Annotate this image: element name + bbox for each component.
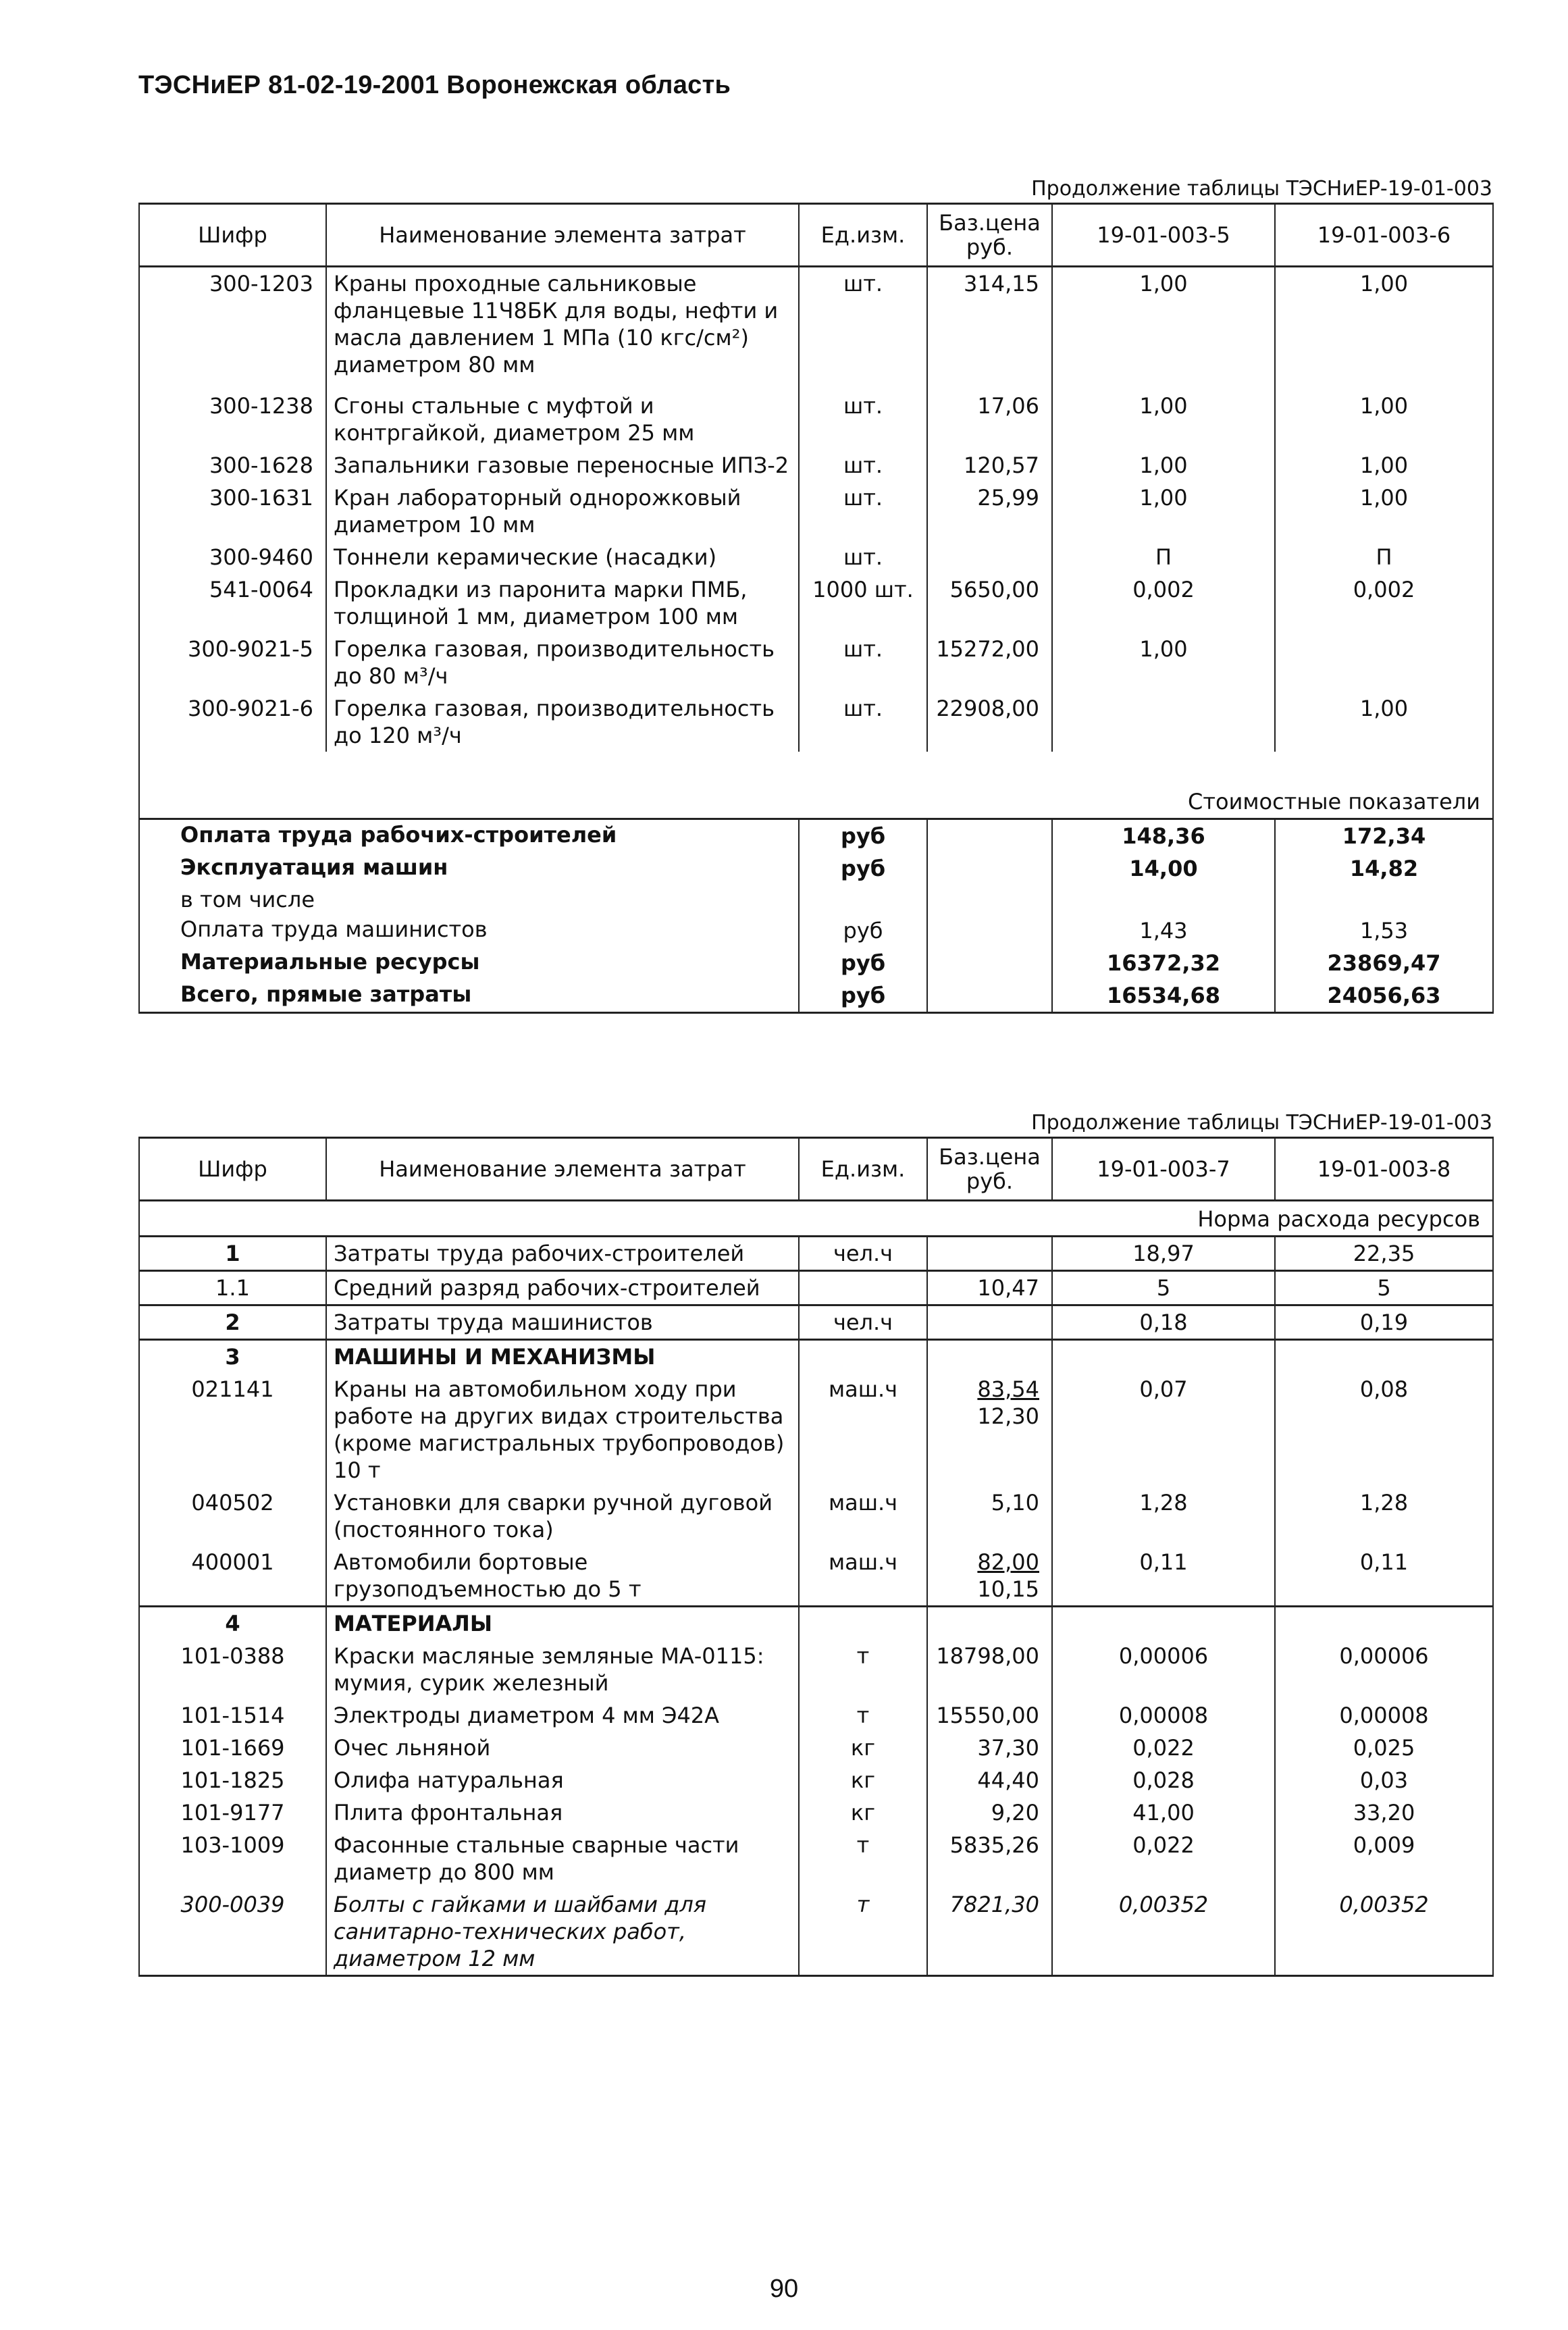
- cell-value-19-01-003-7: 18,97: [1052, 1237, 1275, 1271]
- cell-name: Плита фронтальная: [326, 1796, 799, 1829]
- cell-unit: т: [799, 1888, 927, 1976]
- cell-name: МАТЕРИАЛЫ: [326, 1607, 799, 1640]
- table-header-row-2: [139, 1138, 1493, 1201]
- cell-price: [927, 1640, 1052, 1699]
- cell-unit: шт.: [799, 449, 927, 482]
- col-header-price: Баз.цена руб.: [927, 1138, 1052, 1201]
- cost-section-header: Стоимостные показатели: [139, 752, 1493, 819]
- cell-name: Электроды диаметром 4 мм Э42А: [326, 1699, 799, 1732]
- table-row: [139, 1888, 1493, 1976]
- cell-name: Краны на автомобильном ходу при работе на других видах строительства (кроме магистральных трубопроводов) 10 т: [326, 1373, 799, 1486]
- table-row: [139, 267, 1493, 390]
- cost-value-19-01-003-6: 1,53: [1275, 914, 1493, 947]
- cell-code: 300-9460: [139, 541, 326, 573]
- col-header-unit: Ед.изм.: [799, 204, 927, 267]
- cell-unit: маш.ч: [799, 1373, 927, 1486]
- cost-value-19-01-003-6: 14,82: [1275, 852, 1493, 885]
- cost-value-19-01-003-6: 23869,47: [1275, 947, 1493, 979]
- cell-price: [927, 1607, 1052, 1640]
- cell-value-19-01-003-5: 1,00: [1052, 449, 1275, 482]
- cell-code: 4: [139, 1607, 326, 1640]
- cell-name: Очес льняной: [326, 1732, 799, 1764]
- cost-name: Материальные ресурсы: [139, 947, 799, 979]
- cell-value-19-01-003-7: [1052, 1607, 1275, 1640]
- cell-value-19-01-003-5: 1,00: [1052, 267, 1275, 390]
- cell-code: 103-1009: [139, 1829, 326, 1888]
- cell-unit: маш.ч: [799, 1546, 927, 1607]
- cell-value-19-01-003-7: 41,00: [1052, 1796, 1275, 1829]
- cost-unit: руб: [799, 947, 927, 979]
- cell-value-19-01-003-7: 0,00352: [1052, 1888, 1275, 1976]
- cell-unit: т: [799, 1699, 927, 1732]
- table-row: [139, 1486, 1493, 1546]
- cell-code: 300-1631: [139, 482, 326, 541]
- cell-price: [927, 1796, 1052, 1829]
- cell-value-19-01-003-6: 0,002: [1275, 573, 1493, 633]
- cell-code: 040502: [139, 1486, 326, 1546]
- cell-name: Горелка газовая, производительность до 80 м³/ч: [326, 633, 799, 692]
- cell-value-19-01-003-5: 0,002: [1052, 573, 1275, 633]
- table-row: [139, 1607, 1493, 1640]
- cost-row: [139, 979, 1493, 1013]
- cell-unit: чел.ч: [799, 1305, 927, 1340]
- cell-price: [927, 1546, 1052, 1607]
- cell-unit: маш.ч: [799, 1486, 927, 1546]
- cell-unit: [799, 1607, 927, 1640]
- cell-code: 300-9021-5: [139, 633, 326, 692]
- cost-row: [139, 819, 1493, 852]
- cost-unit: руб: [799, 819, 927, 852]
- cell-value-19-01-003-7: 0,028: [1052, 1764, 1275, 1796]
- col-header-name: Наименование элемента затрат: [326, 204, 799, 267]
- cost-row: [139, 914, 1493, 947]
- cell-price: [927, 1486, 1052, 1546]
- norm-section-header-row: [139, 1201, 1493, 1237]
- cell-code: 101-0388: [139, 1640, 326, 1699]
- table-row: [139, 1640, 1493, 1699]
- cost-name: Эксплуатация машин: [139, 852, 799, 885]
- cell-code: 101-1825: [139, 1764, 326, 1796]
- price-primary: 44,40: [977, 1767, 1039, 1793]
- cell-name: Болты с гайками и шайбами для санитарно-технических работ, диаметром 12 мм: [326, 1888, 799, 1976]
- table-row: [139, 1271, 1493, 1305]
- table-row: [139, 390, 1493, 449]
- cell-value-19-01-003-6: 1,00: [1275, 267, 1493, 390]
- cost-row: [139, 947, 1493, 979]
- cell-value-19-01-003-7: [1052, 1340, 1275, 1374]
- cell-value-19-01-003-7: 0,022: [1052, 1732, 1275, 1764]
- cost-value-19-01-003-5: 14,00: [1052, 852, 1275, 885]
- cell-code: 1.1: [139, 1271, 326, 1305]
- cell-name: Установки для сварки ручной дуговой (постоянного тока): [326, 1486, 799, 1546]
- cost-price-empty: [927, 914, 1052, 947]
- cost-value-19-01-003-5: 1,43: [1052, 914, 1275, 947]
- resource-table-1: [138, 203, 1494, 1014]
- cell-unit: шт.: [799, 390, 927, 449]
- cell-value-19-01-003-7: 0,07: [1052, 1373, 1275, 1486]
- cell-price: 120,57: [927, 449, 1052, 482]
- cell-price: 15272,00: [927, 633, 1052, 692]
- cell-code: 101-1669: [139, 1732, 326, 1764]
- cell-value-19-01-003-8: 0,03: [1275, 1764, 1493, 1796]
- table-row: [139, 633, 1493, 692]
- table-row: [139, 482, 1493, 541]
- col-header-price: Баз.цена руб.: [927, 204, 1052, 267]
- cell-value-19-01-003-6: 1,00: [1275, 390, 1493, 449]
- cell-value-19-01-003-7: 0,18: [1052, 1305, 1275, 1340]
- cell-name: Фасонные стальные сварные части диаметр до 800 мм: [326, 1829, 799, 1888]
- price-primary: 9,20: [991, 1800, 1039, 1826]
- cost-value-19-01-003-5: 148,36: [1052, 819, 1275, 852]
- cost-row: [139, 852, 1493, 885]
- cell-name: Кран лабораторный однорожковый диаметром 10 мм: [326, 482, 799, 541]
- cell-name: Сгоны стальные с муфтой и контргайкой, диаметром 25 мм: [326, 390, 799, 449]
- col-header-19-01-003-6: 19-01-003-6: [1275, 204, 1493, 267]
- cost-price-empty: [927, 979, 1052, 1013]
- cell-value-19-01-003-8: 0,00006: [1275, 1640, 1493, 1699]
- cost-price-empty: [927, 885, 1052, 914]
- cell-name: Прокладки из паронита марки ПМБ, толщиной 1 мм, диаметром 100 мм: [326, 573, 799, 633]
- cost-name: Оплата труда машинистов: [139, 914, 799, 947]
- cost-unit: руб: [799, 852, 927, 885]
- cell-value-19-01-003-8: 33,20: [1275, 1796, 1493, 1829]
- cell-price: 17,06: [927, 390, 1052, 449]
- cell-code: 300-1203: [139, 267, 326, 390]
- price-primary: 18798,00: [936, 1643, 1039, 1669]
- table-header-row: [139, 204, 1493, 267]
- cell-value-19-01-003-5: П: [1052, 541, 1275, 573]
- table-row: [139, 541, 1493, 573]
- cost-value-19-01-003-5: 16372,32: [1052, 947, 1275, 979]
- cost-unit: [799, 885, 927, 914]
- cell-code: 101-9177: [139, 1796, 326, 1829]
- cell-name: Запальники газовые переносные ИПЗ-2: [326, 449, 799, 482]
- cell-unit: [799, 1340, 927, 1374]
- cell-name: Горелка газовая, производительность до 120 м³/ч: [326, 692, 799, 752]
- cell-unit: кг: [799, 1796, 927, 1829]
- cell-value-19-01-003-7: 0,022: [1052, 1829, 1275, 1888]
- table-row: [139, 1764, 1493, 1796]
- cell-price: [927, 1888, 1052, 1976]
- cell-value-19-01-003-6: 1,00: [1275, 692, 1493, 752]
- cell-price: [927, 1340, 1052, 1374]
- cell-name: Олифа натуральная: [326, 1764, 799, 1796]
- cell-code: 2: [139, 1305, 326, 1340]
- cell-value-19-01-003-6: П: [1275, 541, 1493, 573]
- cell-value-19-01-003-7: 0,00008: [1052, 1699, 1275, 1732]
- cell-price: [927, 1764, 1052, 1796]
- cell-price: 314,15: [927, 267, 1052, 390]
- cell-price: [927, 541, 1052, 573]
- cost-name: в том числе: [139, 885, 799, 914]
- cell-value-19-01-003-7: 0,11: [1052, 1546, 1275, 1607]
- cell-value-19-01-003-8: 5: [1275, 1271, 1493, 1305]
- cost-unit: руб: [799, 979, 927, 1013]
- price-primary: 5835,26: [949, 1832, 1039, 1858]
- cell-code: 300-1628: [139, 449, 326, 482]
- price-primary: 15550,00: [936, 1703, 1039, 1728]
- table-row: [139, 1732, 1493, 1764]
- col-header-19-01-003-7: 19-01-003-7: [1052, 1138, 1275, 1201]
- cell-value-19-01-003-8: 1,28: [1275, 1486, 1493, 1546]
- table-row: [139, 449, 1493, 482]
- price-primary: 10,47: [977, 1275, 1039, 1301]
- cell-code: 1: [139, 1237, 326, 1271]
- cell-value-19-01-003-7: 0,00006: [1052, 1640, 1275, 1699]
- price-machinist-wage: 12,30: [977, 1403, 1039, 1429]
- cell-value-19-01-003-5: 1,00: [1052, 633, 1275, 692]
- table-row: [139, 1373, 1493, 1486]
- table-row: [139, 573, 1493, 633]
- cell-unit: кг: [799, 1764, 927, 1796]
- cost-value-19-01-003-6: 24056,63: [1275, 979, 1493, 1013]
- cell-price: [927, 1271, 1052, 1305]
- table-row: [139, 692, 1493, 752]
- cell-price: [927, 1829, 1052, 1888]
- table-row: [139, 1237, 1493, 1271]
- price-primary: 82,00: [977, 1549, 1039, 1575]
- cell-name: МАШИНЫ И МЕХАНИЗМЫ: [326, 1340, 799, 1374]
- table-row: [139, 1546, 1493, 1607]
- cell-value-19-01-003-8: 22,35: [1275, 1237, 1493, 1271]
- cell-name: Автомобили бортовые грузоподъемностью до 5 т: [326, 1546, 799, 1607]
- cell-value-19-01-003-6: [1275, 633, 1493, 692]
- price-primary: 5,10: [991, 1490, 1039, 1516]
- table-row: [139, 1699, 1493, 1732]
- document-title: ТЭСНиЕР 81-02-19-2001 Воронежская область: [138, 71, 731, 99]
- cell-unit: шт.: [799, 267, 927, 390]
- table-continuation-label-2: Продолжение таблицы ТЭСНиЕР-19-01-003: [1031, 1111, 1492, 1135]
- cell-code: 300-9021-6: [139, 692, 326, 752]
- cell-price: [927, 1305, 1052, 1340]
- cell-code: 021141: [139, 1373, 326, 1486]
- price-primary: 7821,30: [949, 1892, 1039, 1917]
- cell-value-19-01-003-8: 0,11: [1275, 1546, 1493, 1607]
- cell-value-19-01-003-7: 1,28: [1052, 1486, 1275, 1546]
- cell-value-19-01-003-8: 0,025: [1275, 1732, 1493, 1764]
- table-row: [139, 1796, 1493, 1829]
- col-header-19-01-003-8: 19-01-003-8: [1275, 1138, 1493, 1201]
- cell-value-19-01-003-8: [1275, 1340, 1493, 1374]
- cell-value-19-01-003-6: 1,00: [1275, 482, 1493, 541]
- cell-unit: кг: [799, 1732, 927, 1764]
- cell-value-19-01-003-8: 0,00352: [1275, 1888, 1493, 1976]
- cell-unit: т: [799, 1640, 927, 1699]
- cost-value-19-01-003-6: [1275, 885, 1493, 914]
- price-primary: 37,30: [977, 1735, 1039, 1761]
- cell-name: Затраты труда машинистов: [326, 1305, 799, 1340]
- cell-price: [927, 1237, 1052, 1271]
- cell-name: Краски масляные земляные МА-0115: мумия, сурик железный: [326, 1640, 799, 1699]
- cell-price: [927, 1732, 1052, 1764]
- cost-value-19-01-003-6: 172,34: [1275, 819, 1493, 852]
- price-machinist-wage: 10,15: [977, 1576, 1039, 1602]
- cell-name: Краны проходные сальниковые фланцевые 11Ч8БК для воды, нефти и масла давлением 1 МПа (10 кгс/см²) диаметром 80 мм: [326, 267, 799, 390]
- cell-unit: шт.: [799, 541, 927, 573]
- cell-price: [927, 1373, 1052, 1486]
- cost-unit: руб: [799, 914, 927, 947]
- cost-value-19-01-003-5: 16534,68: [1052, 979, 1275, 1013]
- cell-value-19-01-003-5: [1052, 692, 1275, 752]
- cell-name: Затраты труда рабочих-строителей: [326, 1237, 799, 1271]
- cell-value-19-01-003-8: 0,08: [1275, 1373, 1493, 1486]
- table-row: [139, 1340, 1493, 1374]
- cell-price: 22908,00: [927, 692, 1052, 752]
- cell-code: 300-1238: [139, 390, 326, 449]
- cell-unit: чел.ч: [799, 1237, 927, 1271]
- cost-price-empty: [927, 819, 1052, 852]
- cell-code: 3: [139, 1340, 326, 1374]
- cell-value-19-01-003-8: 0,00008: [1275, 1699, 1493, 1732]
- cell-unit: [799, 1271, 927, 1305]
- cost-price-empty: [927, 852, 1052, 885]
- resource-table-2: [138, 1137, 1494, 1977]
- cell-unit: т: [799, 1829, 927, 1888]
- cost-name: Всего, прямые затраты: [139, 979, 799, 1013]
- cell-unit: шт.: [799, 692, 927, 752]
- col-header-19-01-003-5: 19-01-003-5: [1052, 204, 1275, 267]
- cell-code: 541-0064: [139, 573, 326, 633]
- cell-value-19-01-003-5: 1,00: [1052, 390, 1275, 449]
- table-row: [139, 1829, 1493, 1888]
- norm-section-header: Норма расхода ресурсов: [139, 1201, 1493, 1237]
- table-continuation-label: Продолжение таблицы ТЭСНиЕР-19-01-003: [1031, 177, 1492, 201]
- col-header-code: Шифр: [139, 1138, 326, 1201]
- cell-unit: 1000 шт.: [799, 573, 927, 633]
- price-primary: 83,54: [977, 1376, 1039, 1402]
- cost-section-header-row: [139, 752, 1493, 819]
- cost-name: Оплата труда рабочих-строителей: [139, 819, 799, 852]
- col-header-code: Шифр: [139, 204, 326, 267]
- cell-code: 300-0039: [139, 1888, 326, 1976]
- cell-value-19-01-003-8: 0,009: [1275, 1829, 1493, 1888]
- cell-price: 5650,00: [927, 573, 1052, 633]
- table-row: [139, 1305, 1493, 1340]
- page-number: 90: [769, 2275, 799, 2303]
- cell-code: 400001: [139, 1546, 326, 1607]
- cell-name: Тоннели керамические (насадки): [326, 541, 799, 573]
- cell-unit: шт.: [799, 633, 927, 692]
- cell-name: Средний разряд рабочих-строителей: [326, 1271, 799, 1305]
- cell-price: 25,99: [927, 482, 1052, 541]
- cost-row: [139, 885, 1493, 914]
- cell-unit: шт.: [799, 482, 927, 541]
- cost-price-empty: [927, 947, 1052, 979]
- cell-value-19-01-003-8: 0,19: [1275, 1305, 1493, 1340]
- cell-value-19-01-003-8: [1275, 1607, 1493, 1640]
- cell-value-19-01-003-6: 1,00: [1275, 449, 1493, 482]
- cell-value-19-01-003-5: 1,00: [1052, 482, 1275, 541]
- col-header-name: Наименование элемента затрат: [326, 1138, 799, 1201]
- cell-value-19-01-003-7: 5: [1052, 1271, 1275, 1305]
- cell-price: [927, 1699, 1052, 1732]
- cell-code: 101-1514: [139, 1699, 326, 1732]
- col-header-unit: Ед.изм.: [799, 1138, 927, 1201]
- cost-value-19-01-003-5: [1052, 885, 1275, 914]
